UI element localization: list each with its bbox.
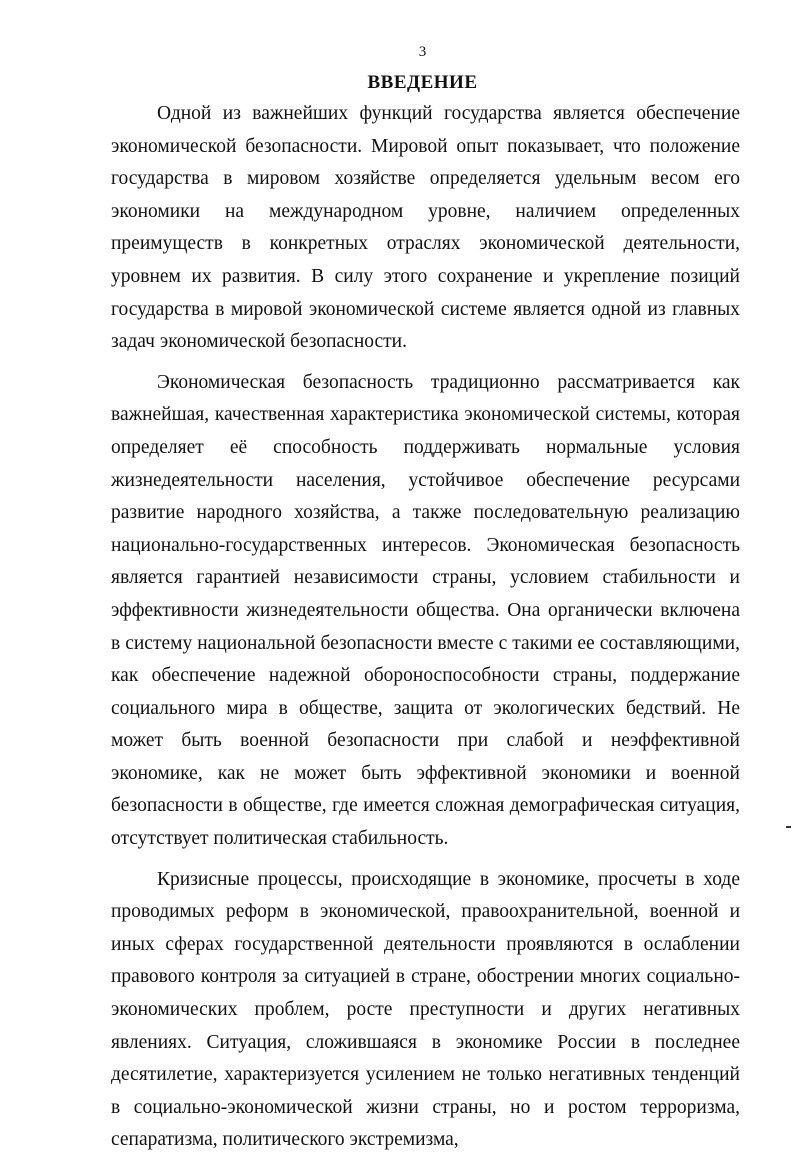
paragraph-1: Одной из важнейших функций государства является обеспечение экономической безопасности. Мировой опыт показывает, что положение государства в мировом хозяйстве определяется удельным весом его экономики на международном уровне, наличием определенных преимуществ в конкретных отраслях экономической деятельности, уровнем их развития. В силу этого сохранение и укрепление позиций государства в мировой экономической системе является одной из главных задач экономической безопасности.: [111, 103, 740, 353]
body-text: [111, 98, 740, 1157]
paragraph-3: Кризисные процессы, происходящие в экономике, просчеты в ходе проводимых реформ в экономической, правоохранительной, военной и иных сферах государственной деятельности проявляются в ослаблении правового контроля за ситуацией в стране, обострении многих социально-экономических проблем, росте преступности и других негативных явлениях. Ситуация, сложившаяся в экономике России в последнее десятилетие, характеризуется усилением не только негативных тенденций в социально-экономической жизни страны, но и ростом терроризма, сепаратизма, политического экстремизма,: [111, 868, 740, 1151]
scan-margin-mark: [786, 826, 791, 828]
page-number: 3: [418, 44, 427, 60]
section-heading: ВВЕДЕНИЕ: [367, 72, 478, 93]
paragraph-2: Экономическая безопасность традиционно рассматривается как важнейшая, качественная характеристика экономической системы, которая определяет её способность поддерживать нормальные условия жизнедеятельности населения, устойчивое обеспечение ресурсами развитие народного хозяйства, а также последовательную реализацию национально-государственных интересов. Экономическая безопасность является гарантией независимости страны, условием стабильности и эффективности жизнедеятельности общества. Она органически включена в систему национальной безопасности вместе с такими ее составляющими, как обеспечение надежной обороноспособности страны, поддержание социального мира в обществе, защита от экологических бедствий. Не может быть военной безопасности при слабой и неэффективной экономике, как не может быть эффективной экономики и военной безопасности в обществе, где имеется сложная демографическая ситуация, отсутствует политическая стабильность.: [111, 371, 740, 850]
